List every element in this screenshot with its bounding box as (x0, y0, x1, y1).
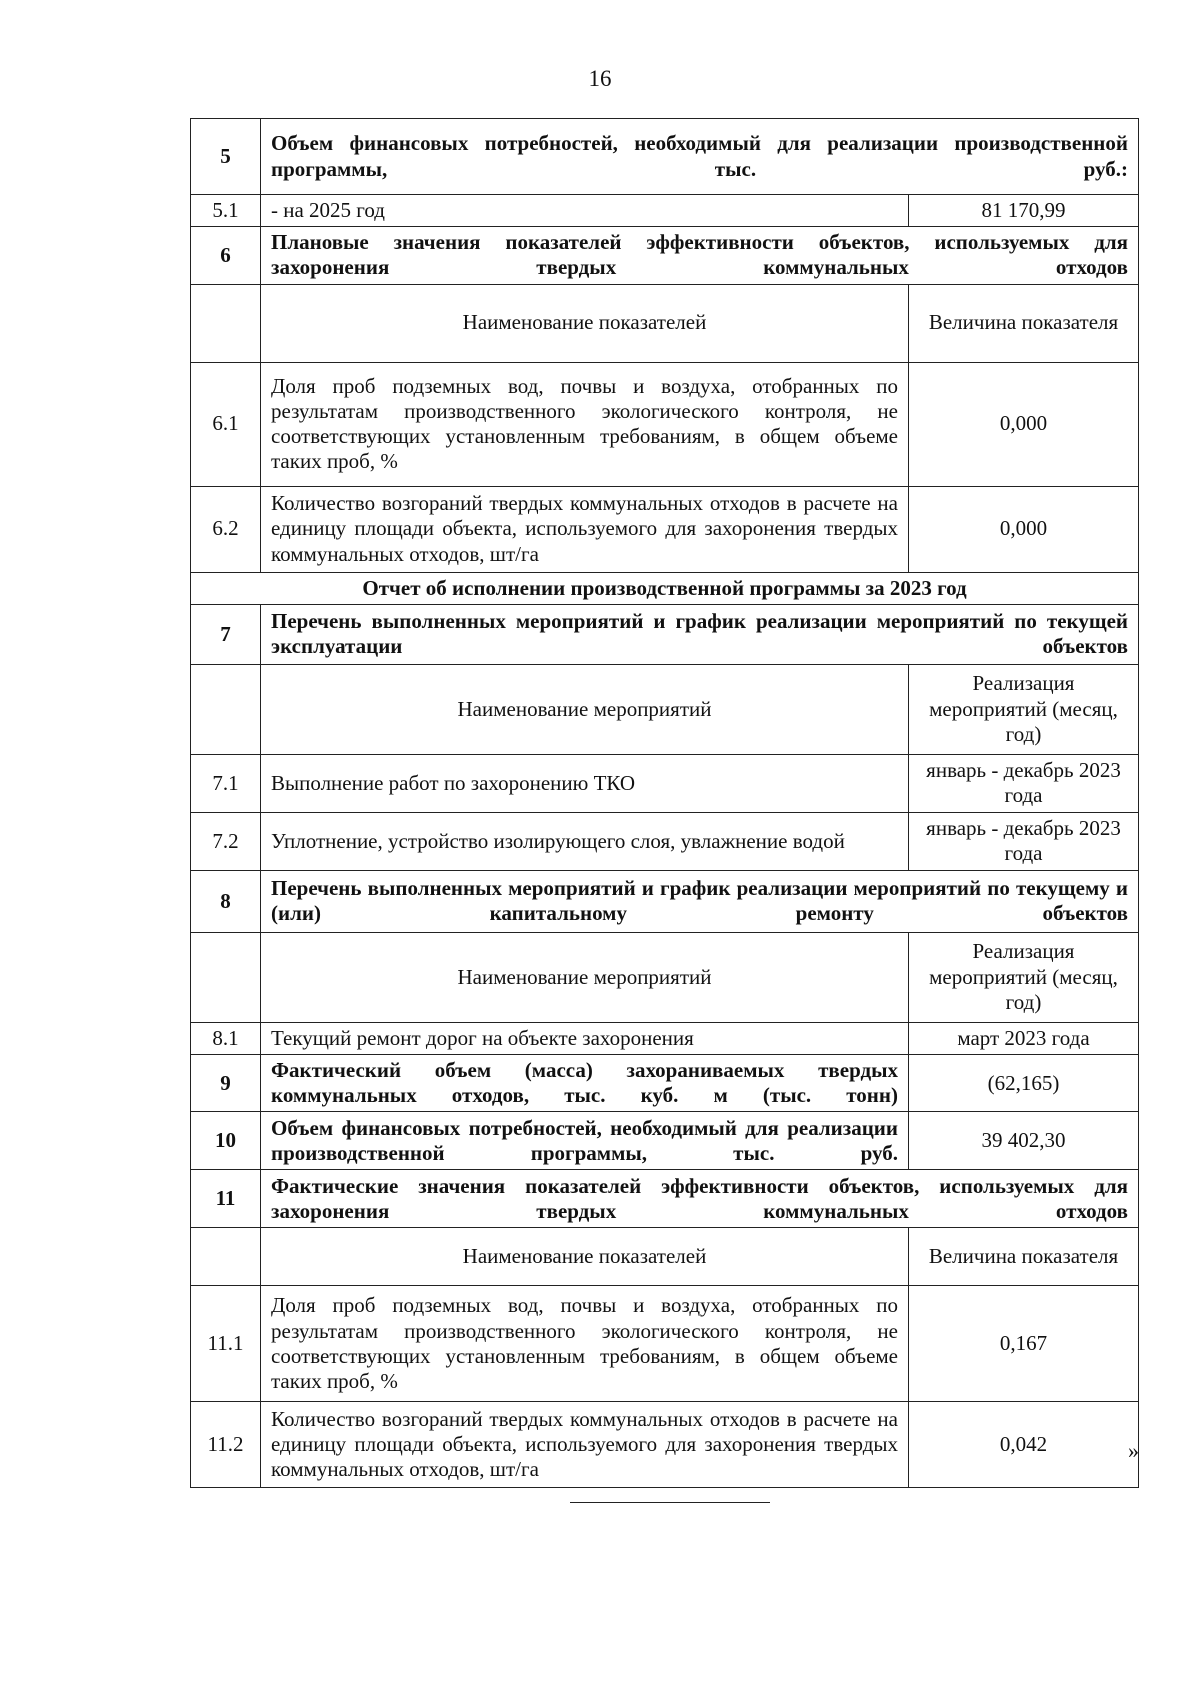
column-header-name: Наименование мероприятий (261, 664, 909, 754)
row-number: 6.1 (191, 362, 261, 486)
row-number: 5.1 (191, 195, 261, 227)
row-number: 11.1 (191, 1286, 261, 1402)
row-text: Текущий ремонт дорог на объекте захоронения (261, 1022, 909, 1054)
row-value: 0,042 (909, 1402, 1139, 1488)
row-text: Уплотнение, устройство изолирующего слоя, увлажнение водой (261, 812, 909, 870)
row-title: Фактический объем (масса) захораниваемых твердых коммунальных отходов, тыс. куб. м (тыс. тонн) (261, 1054, 909, 1111)
row-value: 0,000 (909, 486, 1139, 572)
row-number: 11 (191, 1170, 261, 1228)
row-value: январь - декабрь 2023 года (909, 754, 1139, 812)
table-header-row-11 (191, 1228, 1139, 1286)
row-text: Количество возгораний твердых коммунальных отходов в расчете на единицу площади объекта, используемого для захоронения твердых коммунальных отходов, шт/га (261, 486, 909, 572)
row-number: 10 (191, 1112, 261, 1170)
report-title: Отчет об исполнении производственной программы за 2023 год (191, 572, 1139, 604)
table-row-7-1 (191, 754, 1139, 812)
column-header-value: Реализация мероприятий (месяц, год) (909, 932, 1139, 1022)
row-text: Количество возгораний твердых коммунальных отходов в расчете на единицу площади объекта, используемого для захоронения твердых коммунальных отходов, шт/га (261, 1402, 909, 1488)
table-header-row-7 (191, 664, 1139, 754)
closing-quote: » (1128, 1438, 1139, 1463)
table-row-10 (191, 1112, 1139, 1170)
page-number: 16 (588, 66, 612, 91)
row-number: 6.2 (191, 486, 261, 572)
row-title: Объем финансовых потребностей, необходимый для реализации производственной программы, тыс. руб. (261, 1112, 909, 1170)
row-value: (62,165) (909, 1054, 1139, 1111)
section-title: Перечень выполненных мероприятий и график реализации мероприятий по текущему и (или) капитальному ремонту объектов (261, 870, 1139, 932)
row-value: 0,000 (909, 362, 1139, 486)
row-number: 7 (191, 604, 261, 664)
row-number: 9 (191, 1054, 261, 1111)
table-header-row-8 (191, 932, 1139, 1022)
table-row-11 (191, 1170, 1139, 1228)
row-number: 7.1 (191, 754, 261, 812)
column-header-value: Реализация мероприятий (месяц, год) (909, 664, 1139, 754)
column-header-name: Наименование показателей (261, 1228, 909, 1286)
row-number: 5 (191, 119, 261, 195)
table-row-7 (191, 604, 1139, 664)
table-row-11-2 (191, 1402, 1139, 1488)
row-text: Доля проб подземных вод, почвы и воздуха, отобранных по результатам производственного экологического контроля, не соответствующих установленным требованиям, в общем объеме таких проб, % (261, 362, 909, 486)
row-value: март 2023 года (909, 1022, 1139, 1054)
report-title-row (191, 572, 1139, 604)
column-header-name: Наименование мероприятий (261, 932, 909, 1022)
separator-line (570, 1502, 770, 1503)
table-row-6 (191, 227, 1139, 284)
row-value: январь - декабрь 2023 года (909, 812, 1139, 870)
table-row-9 (191, 1054, 1139, 1111)
empty-cell (191, 284, 261, 362)
table-row-5-1 (191, 195, 1139, 227)
row-text: - на 2025 год (261, 195, 909, 227)
row-value: 0,167 (909, 1286, 1139, 1402)
section-title: Фактические значения показателей эффективности объектов, используемых для захоронения твердых коммунальных отходов (261, 1170, 1139, 1228)
row-text: Доля проб подземных вод, почвы и воздуха, отобранных по результатам производственного экологического контроля, не соответствующих установленным требованиям, в общем объеме таких проб, % (261, 1286, 909, 1402)
empty-cell (191, 932, 261, 1022)
column-header-value: Величина показателя (909, 1228, 1139, 1286)
empty-cell (191, 1228, 261, 1286)
row-number: 8.1 (191, 1022, 261, 1054)
row-value: 39 402,30 (909, 1112, 1139, 1170)
row-value: 81 170,99 (909, 195, 1139, 227)
table-row-8 (191, 870, 1139, 932)
row-number: 6 (191, 227, 261, 284)
table-row-5 (191, 119, 1139, 195)
section-title: Перечень выполненных мероприятий и график реализации мероприятий по текущей эксплуатации объектов (261, 604, 1139, 664)
column-header-name: Наименование показателей (261, 284, 909, 362)
table-row-6-1 (191, 362, 1139, 486)
row-number: 11.2 (191, 1402, 261, 1488)
table-header-row-6 (191, 284, 1139, 362)
table-row-7-2 (191, 812, 1139, 870)
table-row-6-2 (191, 486, 1139, 572)
row-number: 7.2 (191, 812, 261, 870)
empty-cell (191, 664, 261, 754)
program-table (190, 118, 1139, 1488)
row-text: Выполнение работ по захоронению ТКО (261, 754, 909, 812)
row-number: 8 (191, 870, 261, 932)
section-title: Плановые значения показателей эффективности объектов, используемых для захоронения твердых коммунальных отходов (261, 227, 1139, 284)
column-header-value: Величина показателя (909, 284, 1139, 362)
table-row-8-1 (191, 1022, 1139, 1054)
table-row-11-1 (191, 1286, 1139, 1402)
section-title: Объем финансовых потребностей, необходимый для реализации производственной программы, тыс. руб.: (261, 119, 1139, 195)
